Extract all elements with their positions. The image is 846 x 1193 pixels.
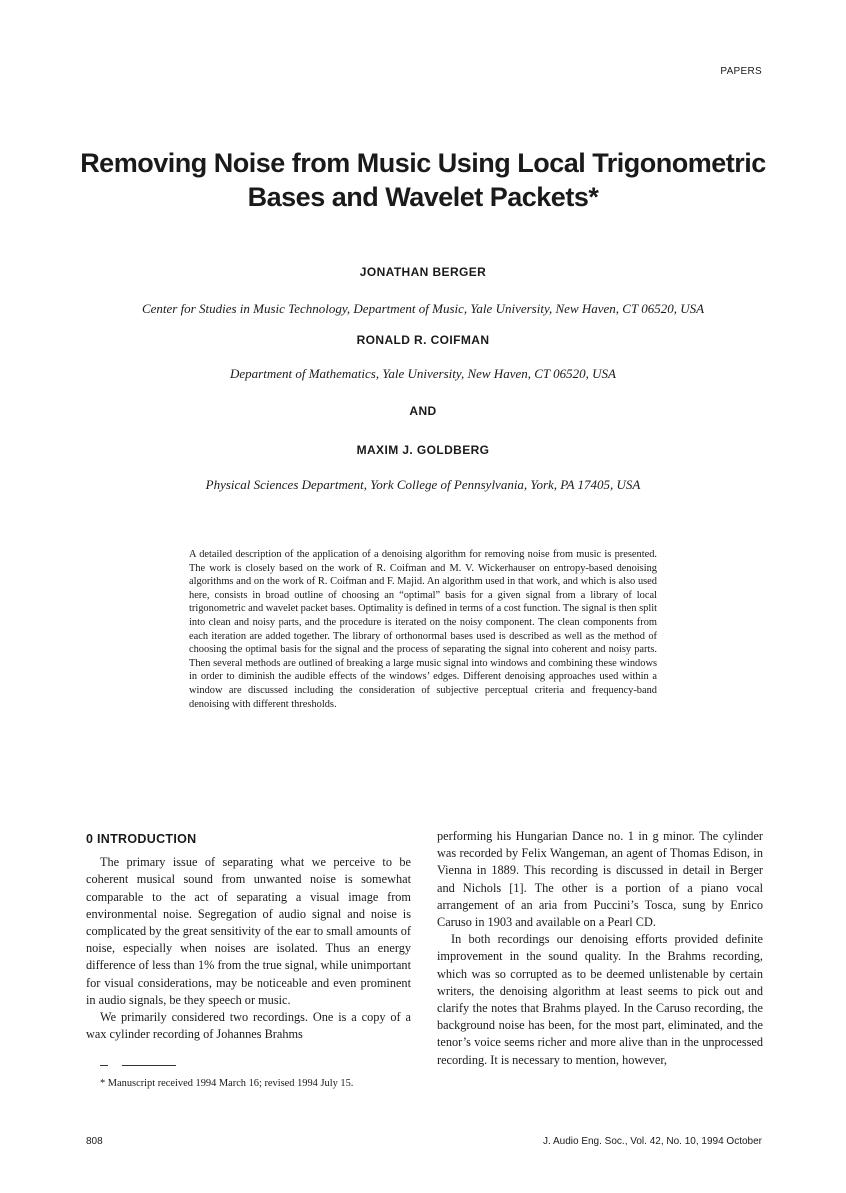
section-heading-introduction: 0 INTRODUCTION <box>86 832 197 846</box>
page-number: 808 <box>86 1136 103 1147</box>
abstract-text: A detailed description of the application of a denoising algorithm for removing noise from music is presented. The work is closely based on the work of R. Coifman and M. V. Wickerhauser on entropy-based denoising algorithms and on the work of R. Coifman and F. Majid. An algorithm used in that work, and which is also used here, consists in broad outline of choosing an “optimal” basis for a given signal from a library of local trigonometric and wavelet packet bases. Optimality is defined in terms of a cost function. The signal is then split into clean and noisy parts, and the procedure is iterated on the noisy component. The clean components from each iteration are added together. The library of orthonormal bases used is described as well as the method of choosing the optimal basis for the signal and the process of separating the signal into coherent and noisy parts. Then several methods are outlined of breaking a large music signal into windows and combining these windows in order to diminish the audible effects of the windows’ edges. Different denoising approaches used within a window are discussed including the consideration of subjective perceptual criteria and frequency-band denoising with different thresholds. <box>189 549 657 710</box>
footnote-text: * Manuscript received 1994 March 16; revised 1994 July 15. <box>100 1078 354 1089</box>
author-conjunction: AND <box>409 404 437 418</box>
author-affiliation-2: Department of Mathematics, Yale University, New Haven, CT 06520, USA <box>229 366 616 381</box>
running-header-section: PAPERS <box>720 66 762 77</box>
body-paragraph: performing his Hungarian Dance no. 1 in g minor. The cylinder was recorded by Felix Wangeman, an agent of Thomas Edison, in Vienna in 1889. This recording is discussed in detail in Berger and Nichols [1]. The other is a portion of a piano vocal arrangement of an aria from Puccini’s Tosca, sung by Enrico Caruso in 1903 and available on a Pearl CD. <box>437 829 763 930</box>
author-affiliation-3: Physical Sciences Department, York College of Pennsylvania, York, PA 17405, USA <box>205 477 641 492</box>
body-column-left <box>86 828 411 1043</box>
footnote-rule <box>122 1065 176 1066</box>
body-paragraph: We primarily considered two recordings. One is a copy of a wax cylinder recording of Johannes Brahms <box>86 1010 411 1042</box>
author-affiliation-1: Center for Studies in Music Technology, Department of Music, Yale University, New Haven, CT 06520, USA <box>141 301 705 316</box>
journal-citation: J. Audio Eng. Soc., Vol. 42, No. 10, 1994 October <box>542 1136 762 1147</box>
body-column-right <box>437 828 763 1069</box>
author-name-1: JONATHAN BERGER <box>359 265 487 279</box>
body-paragraph: The primary issue of separating what we perceive to be coherent musical sound from unwanted noise is somewhat comparable to the act of separating a visual image from environmental noise. Segregation of audio signal and noise is complicated by the great sensitivity of the ear to small amounts of noise, especially when noises are isolated. Thus an energy difference of less than 1% from the true signal, while unimportant for visual considerations, may be noticeable and even prominent in audio signals, be they speech or music. <box>86 855 411 1007</box>
author-name-2: RONALD R. COIFMAN <box>356 333 490 347</box>
author-name-3: MAXIM J. GOLDBERG <box>356 443 490 457</box>
footnote-dash <box>100 1065 108 1066</box>
paper-title: Removing Noise from Music Using Local Trigonometric Bases and Wavelet Packets* <box>80 148 766 212</box>
body-paragraph: In both recordings our denoising efforts provided definite improvement in the sound quality. In the Brahms recording, which was so corrupted as to be deemed unlistenable by certain writers, the denoising algorithm at least seems to pick out and clarify the notes that Brahms played. In the Caruso recording, the background noise has been, for the most part, eliminated, and the tenor’s voice seems richer and more alive than in the unprocessed recording. It is necessary to mention, however, <box>437 932 763 1067</box>
